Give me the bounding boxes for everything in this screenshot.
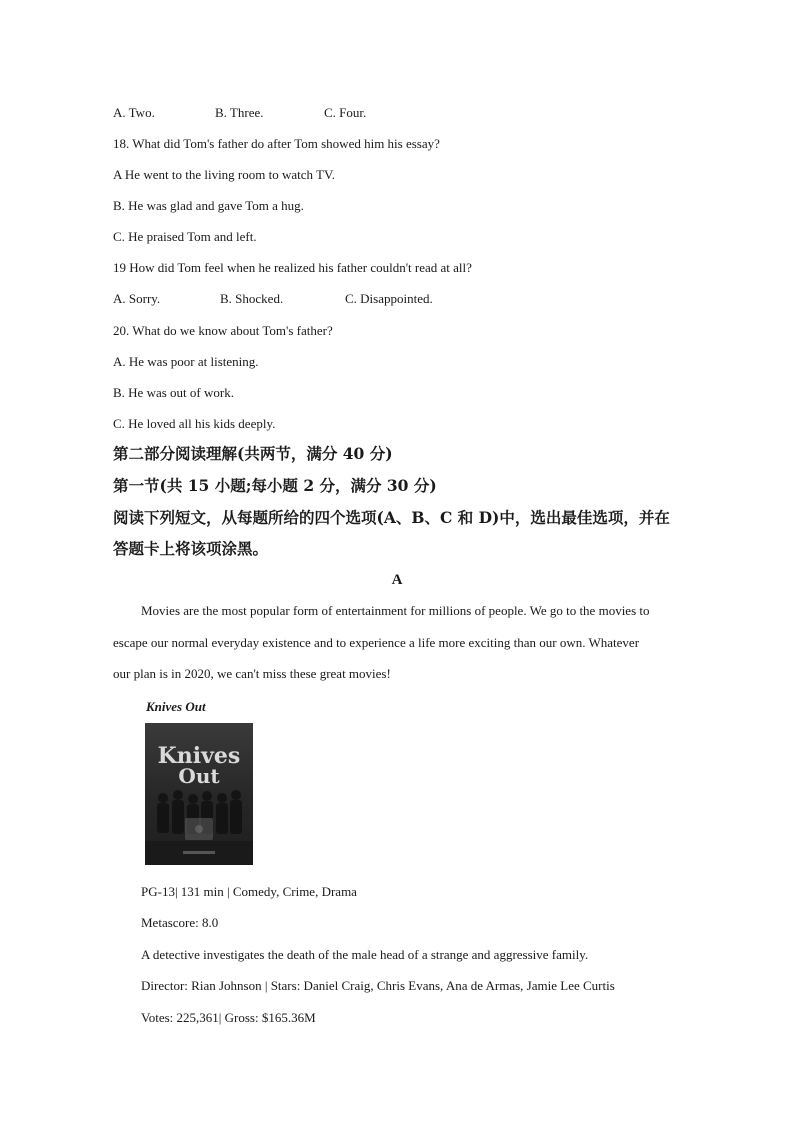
- q18-option-a: A He went to the living room to watch TV.: [113, 167, 335, 182]
- passage-line-2: escape our normal everyday existence and to experience a life more exciting than our own. Whatever: [113, 635, 640, 650]
- passage-line-3: our plan is in 2020, we can't miss these great movies!: [113, 666, 391, 681]
- poster-title-line2: Out: [178, 764, 220, 788]
- movie-meta: PG-13| 131 min | Comedy, Crime, Drama: [141, 884, 357, 899]
- q19-question: 19 How did Tom feel when he realized his father couldn't read at all?: [113, 260, 472, 275]
- q20-option-b: B. He was out of work.: [113, 385, 234, 400]
- movie-summary: A detective investigates the death of the male head of a strange and aggressive family.: [141, 947, 589, 962]
- q17-option-c: C. Four.: [324, 105, 367, 120]
- q20-question: 20. What do we know about Tom's father?: [113, 323, 333, 338]
- movie-metascore: Metascore: 8.0: [141, 915, 219, 930]
- q17-option-b: B. Three.: [215, 105, 264, 120]
- q17-option-a: A. Two.: [113, 105, 155, 120]
- q19-option-a: A. Sorry.: [113, 291, 161, 306]
- movie-title: Knives Out: [146, 699, 206, 714]
- q18-option-b: B. He was glad and gave Tom a hug.: [113, 198, 304, 213]
- passage-line-1: Movies are the most popular form of entertainment for millions of people. We go to the movies to: [141, 603, 650, 618]
- instructions-line-1: 阅读下列短文，从每题所给的四个选项(A、B、C 和 D)中，选出最佳选项，并在: [113, 508, 670, 527]
- passage-letter: A: [391, 572, 403, 588]
- q20-option-a: A. He was poor at listening.: [113, 354, 259, 369]
- q19-option-b: B. Shocked.: [220, 291, 284, 306]
- q18-question: 18. What did Tom's father do after Tom showed him his essay?: [113, 136, 440, 151]
- movie-credits: Director: Rian Johnson | Stars: Daniel Craig, Chris Evans, Ana de Armas, Jamie Lee Curtis: [141, 978, 615, 993]
- q18-option-c: C. He praised Tom and left.: [113, 229, 257, 244]
- movie-poster: [145, 723, 253, 865]
- poster-title-line1: Knives: [157, 743, 241, 769]
- q20-option-c: C. He loved all his kids deeply.: [113, 416, 276, 431]
- q19-option-c: C. Disappointed.: [345, 291, 433, 306]
- section-heading: 第二部分阅读理解(共两节，满分 40 分): [113, 444, 393, 463]
- subsection-heading: 第一节(共 15 小题;每小题 2 分，满分 30 分): [113, 476, 437, 495]
- instructions-line-2: 答题卡上将该项涂黑。: [113, 539, 269, 558]
- movie-votes: Votes: 225,361| Gross: $165.36M: [141, 1010, 316, 1025]
